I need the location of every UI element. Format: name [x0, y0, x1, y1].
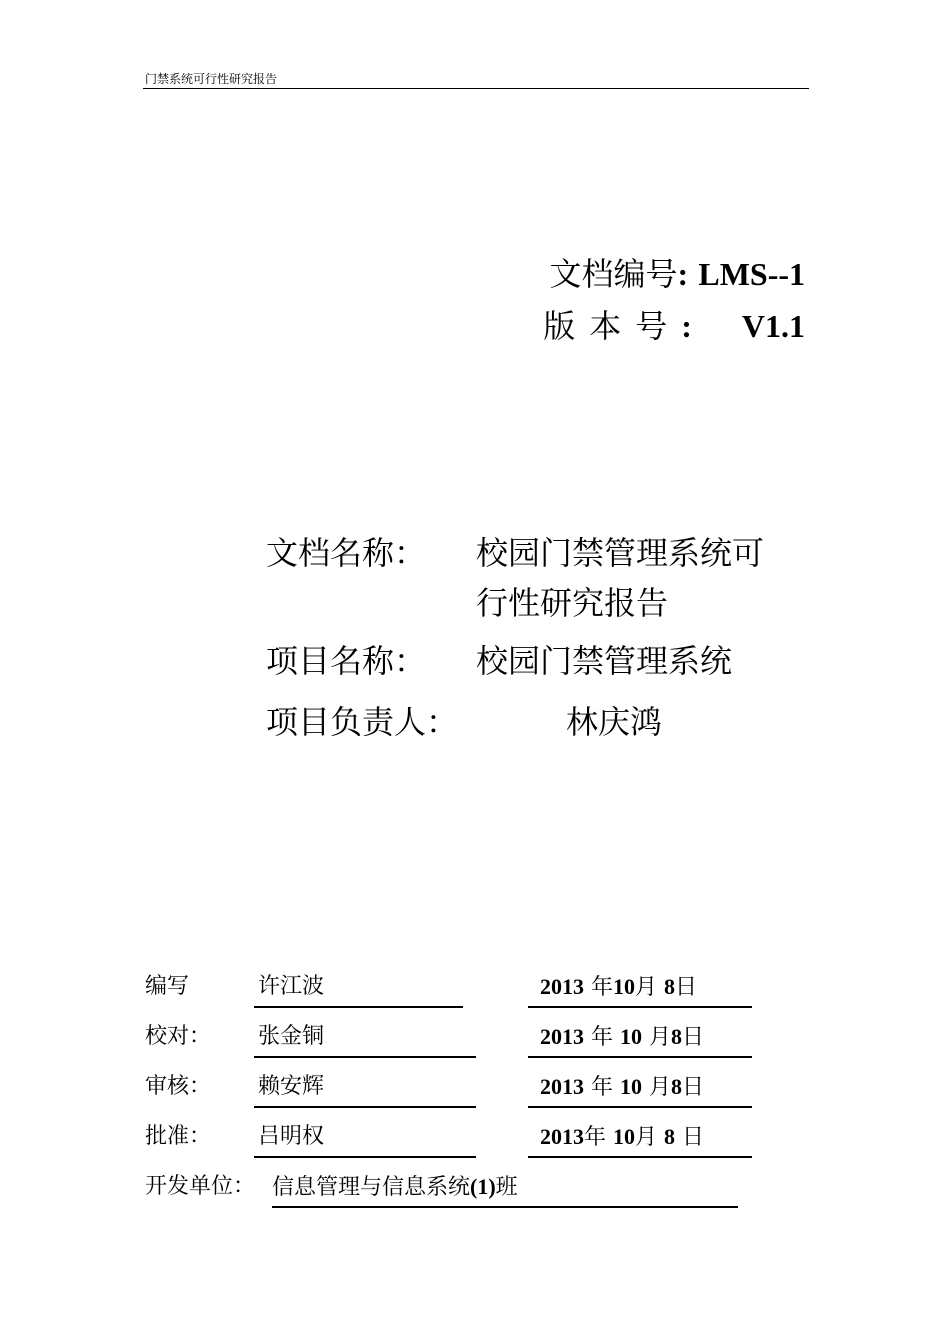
signoff-label-author: 编写: [145, 974, 190, 999]
signoff-name-review: 赖安辉: [258, 1074, 325, 1099]
doc-name-line1: 校园门禁管理系统可: [476, 534, 765, 572]
date-month: 10: [613, 1124, 636, 1149]
date-month-unit: 月: [649, 1075, 672, 1100]
signoff-name-author: 许江波: [258, 974, 325, 999]
doc-number-colon: :: [677, 256, 689, 292]
date-day: 8: [664, 974, 676, 999]
version-colon: :: [681, 308, 692, 344]
date-day-unit: 日: [675, 975, 698, 1000]
running-header: 门禁系统可行性研究报告: [145, 72, 278, 86]
doc-number-line: [550, 256, 806, 292]
developer-label: 开发单位：: [145, 1174, 256, 1199]
date-day-unit: 日: [682, 1125, 705, 1150]
date-month-unit: 月: [649, 1025, 672, 1050]
doc-number-value: LMS--1: [698, 256, 805, 292]
developer-value-class: (1): [470, 1174, 496, 1199]
date-month-unit: 月: [635, 1125, 658, 1150]
date-month: 10: [620, 1074, 643, 1099]
version-line: [543, 308, 805, 344]
signoff-label-proofread: 校对：: [145, 1024, 212, 1049]
date-year: 2013: [540, 974, 584, 999]
date-year: 2013: [540, 1124, 584, 1149]
doc-name-line2: 行性研究报告: [476, 584, 669, 622]
developer-underline: [272, 1206, 738, 1208]
doc-number-label: 文档编号: [549, 255, 678, 293]
signoff-name-underline: [254, 1056, 476, 1058]
date-day-unit: 日: [682, 1025, 705, 1050]
signoff-date-approve: [540, 1123, 704, 1152]
developer-value-prefix: 信息管理与信息系统: [272, 1175, 471, 1200]
signoff-date-underline: [528, 1156, 752, 1158]
signoff-date-author: [540, 973, 697, 1002]
date-month-unit: 月: [635, 975, 658, 1000]
signoff-name-underline: [254, 1156, 476, 1158]
date-year-unit: 年: [584, 1125, 607, 1150]
project-lead-label: 项目负责人：: [266, 703, 459, 741]
signoff-date-underline: [528, 1006, 752, 1008]
signoff-name-underline: [254, 1006, 463, 1008]
date-day: 8: [664, 1124, 676, 1149]
project-name-label: 项目名称：: [266, 642, 427, 680]
date-day-unit: 日: [682, 1075, 705, 1100]
date-year: 2013: [540, 1074, 584, 1099]
project-lead-value: 林庆鸿: [566, 703, 663, 741]
date-year-unit: 年: [591, 975, 614, 1000]
developer-value: [272, 1173, 518, 1202]
header-rule: [143, 88, 809, 89]
signoff-name-underline: [254, 1106, 476, 1108]
signoff-date-underline: [528, 1106, 752, 1108]
date-month: 10: [613, 974, 636, 999]
signoff-name-approve: 吕明权: [258, 1124, 325, 1149]
signoff-label-approve: 批准：: [145, 1124, 212, 1149]
developer-value-suffix: 班: [495, 1175, 518, 1200]
version-value: V1.1: [741, 308, 805, 344]
signoff-label-review: 审核：: [145, 1074, 212, 1099]
signoff-date-review: [540, 1073, 704, 1102]
signoff-name-proofread: 张金铜: [258, 1024, 325, 1049]
doc-name-label: 文档名称：: [266, 534, 427, 572]
signoff-date-underline: [528, 1056, 752, 1058]
project-name-value: 校园门禁管理系统: [476, 642, 733, 680]
signoff-date-proofread: [540, 1023, 704, 1052]
date-day: 8: [671, 1024, 683, 1049]
date-month: 10: [620, 1024, 643, 1049]
date-day: 8: [671, 1074, 683, 1099]
version-label: 版本号: [543, 307, 682, 345]
date-year: 2013: [540, 1024, 584, 1049]
date-year-unit: 年: [591, 1075, 614, 1100]
date-year-unit: 年: [591, 1025, 614, 1050]
